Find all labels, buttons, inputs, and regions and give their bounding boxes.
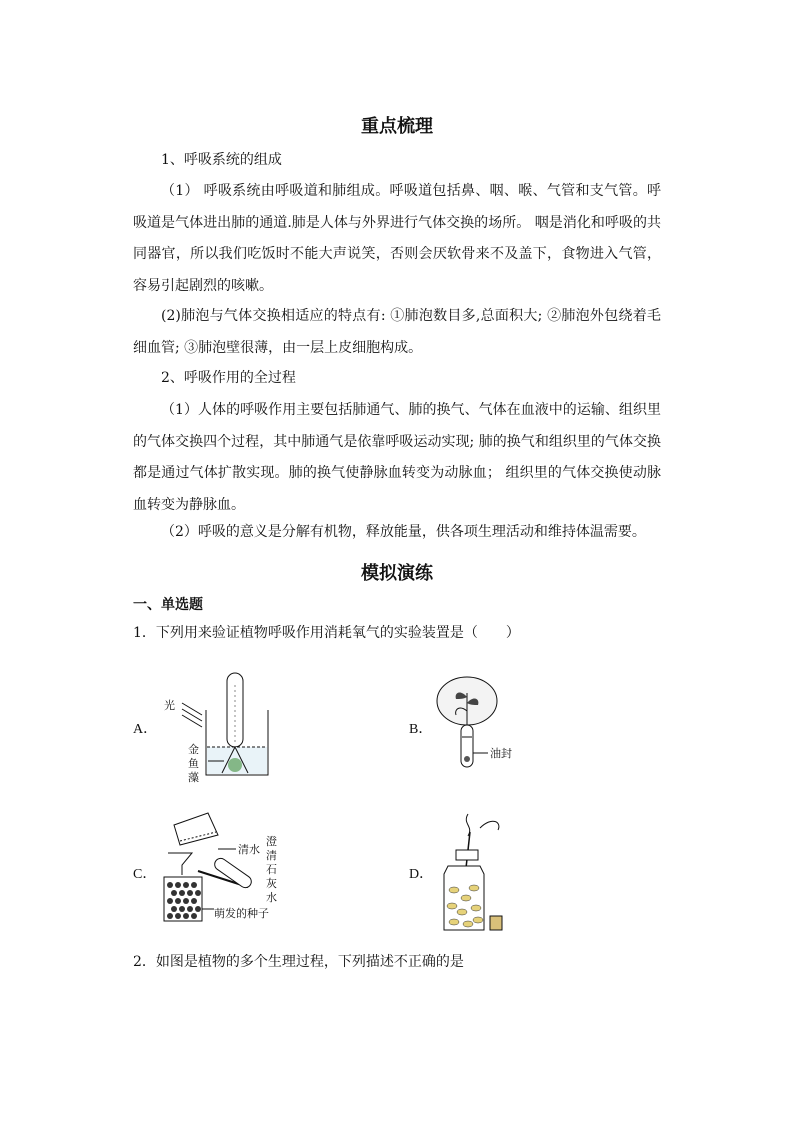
figure-b-sealed-plant <box>430 675 530 775</box>
paragraph-respiration-meaning: （2）呼吸的意义是分解有机物，释放能量，供各项生理活动和维持体温需要。 <box>161 524 646 540</box>
paragraph-respiratory-system: （1） 呼吸系统由呼吸道和肺组成。呼吸道包括鼻、咽、喉、气管和支气管。呼吸道是气体进出肺的通道.肺是人体与外界进行气体交换的场所。 咽是消化和呼吸的共同器官，所以我们吃饭时不能大声说笑，否则会厌软骨来不及盖下，食物进入气管，容易引起剧烈的咳嗽。 <box>133 183 661 294</box>
subheading-respiratory-system: 1、呼吸系统的组成 <box>161 152 282 168</box>
paragraph-respiration-process: （1）人体的呼吸作用主要包括肺通气、肺的换气、气体在血液中的运输、组织里的气体交换四个过程，其中肺通气是依靠呼吸运动实现; 肺的换气和组织里的气体交换都是通过气体扩散实现。肺的换气使静脉血转变为动脉血； 组织里的气体交换使动脉血转变为静脉血。 <box>133 402 661 513</box>
label-limewater-5: 水 <box>266 891 277 904</box>
label-light: 光 <box>164 699 175 712</box>
label-oil-seal: 油封 <box>490 747 512 760</box>
figure-c-germinating-seeds <box>158 805 288 925</box>
question-2-stem: 2．如图是植物的多个生理过程，下列描述不正确的是 <box>133 954 464 970</box>
section-title-key-points: 重点梳理 <box>361 116 433 137</box>
label-limewater-4: 灰 <box>266 877 277 890</box>
figure-a-light-apparatus <box>160 665 280 790</box>
label-limewater-1: 澄 <box>266 835 277 848</box>
paragraph-alveoli: (2)肺泡与气体交换相适应的特点有: ①肺泡数目多,总面积大; ②肺泡外包绕着毛细血管; ③肺泡壁很薄，由一层上皮细胞构成。 <box>133 308 661 356</box>
section-single-choice: 一、单选题 <box>133 597 203 613</box>
label-goldfish-1: 金 <box>188 743 199 756</box>
label-goldfish-2: 鱼 <box>188 757 199 770</box>
subheading-respiration-process: 2、呼吸作用的全过程 <box>161 370 296 386</box>
label-limewater-2: 清 <box>266 849 277 862</box>
figure-d-jar-with-candle <box>440 808 510 933</box>
option-a-label[interactable]: A． <box>133 722 158 737</box>
section-title-practice: 模拟演练 <box>361 563 433 584</box>
option-c-label[interactable]: C． <box>133 867 157 882</box>
label-goldfish-3: 藻 <box>188 771 199 784</box>
label-clear-water: 清水 <box>238 843 260 856</box>
label-limewater-3: 石 <box>266 863 277 876</box>
option-d-label[interactable]: D． <box>409 867 434 882</box>
option-b-label[interactable]: B． <box>409 722 433 737</box>
label-germinating-seeds: 萌发的种子 <box>214 907 269 920</box>
question-1-stem: 1．下列用来验证植物呼吸作用消耗氧气的实验装置是（ ） <box>133 625 520 641</box>
